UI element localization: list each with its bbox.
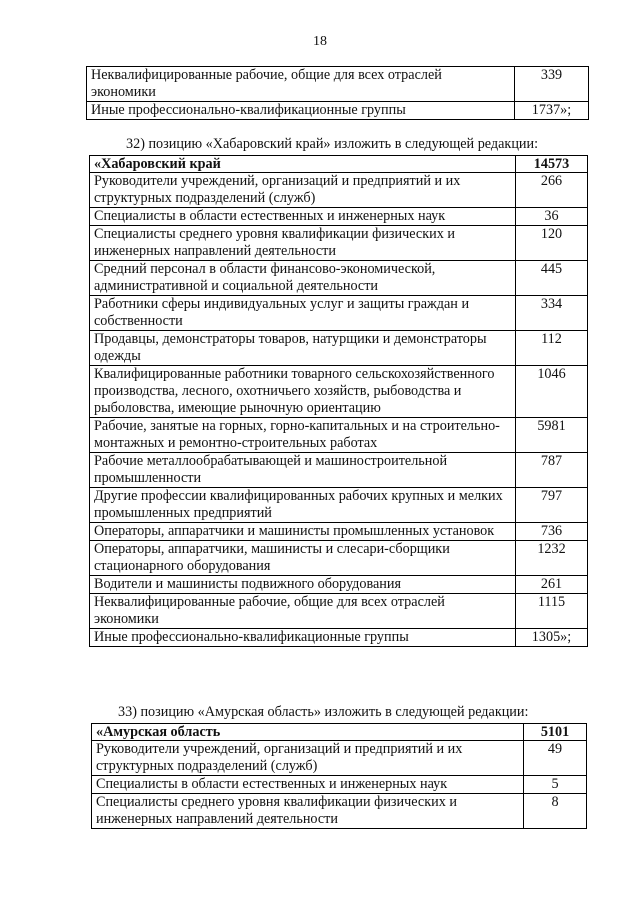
region-total: 14573 xyxy=(516,156,588,173)
section-33-heading: 33) позицию «Амурская область» изложить в следующей редакции: xyxy=(118,704,529,720)
region-name: «Хабаровский край xyxy=(90,156,516,173)
row-value: 8 xyxy=(524,794,587,829)
row-value: 5981 xyxy=(516,418,588,453)
row-label: Работники сферы индивидуальных услуг и защиты граждан и собственности xyxy=(90,296,516,331)
table-khabarovsk xyxy=(89,155,588,647)
row-value: 49 xyxy=(524,741,587,776)
table-top-continuation xyxy=(86,66,589,120)
row-label: Операторы, аппаратчики и машинисты промышленных установок xyxy=(90,523,516,541)
row-value: 1737»; xyxy=(515,102,589,120)
table-row xyxy=(87,102,589,120)
row-value: 736 xyxy=(516,523,588,541)
row-label: Руководители учреждений, организаций и предприятий и их структурных подразделений (служб) xyxy=(92,741,524,776)
row-label: Специалисты среднего уровня квалификации физических и инженерных направлений деятельности xyxy=(92,794,524,829)
row-label: Операторы, аппаратчики, машинисты и слесари-сборщики стационарного оборудования xyxy=(90,541,516,576)
row-label: Средний персонал в области финансово-экономической, административной и социальной деятельности xyxy=(90,261,516,296)
table-row xyxy=(90,488,588,523)
table-row xyxy=(90,208,588,226)
row-value: 120 xyxy=(516,226,588,261)
table-header-row xyxy=(92,724,587,741)
row-value: 5 xyxy=(524,776,587,794)
table-row xyxy=(90,296,588,331)
row-label: Руководители учреждений, организаций и предприятий и их структурных подразделений (служб) xyxy=(90,173,516,208)
row-label: Рабочие, занятые на горных, горно-капитальных и на строительно-монтажных и ремонтно-строительных работах xyxy=(90,418,516,453)
row-value: 1232 xyxy=(516,541,588,576)
row-value: 112 xyxy=(516,331,588,366)
table-row xyxy=(90,541,588,576)
region-total: 5101 xyxy=(524,724,587,741)
table-row xyxy=(90,576,588,594)
row-label: Иные профессионально-квалификационные группы xyxy=(87,102,515,120)
row-value: 261 xyxy=(516,576,588,594)
table-row xyxy=(90,523,588,541)
row-value: 36 xyxy=(516,208,588,226)
row-label: Водители и машинисты подвижного оборудования xyxy=(90,576,516,594)
table-row xyxy=(90,629,588,647)
table-row xyxy=(90,418,588,453)
row-value: 334 xyxy=(516,296,588,331)
region-name: «Амурская область xyxy=(92,724,524,741)
table-row xyxy=(90,331,588,366)
row-value: 787 xyxy=(516,453,588,488)
row-label: Неквалифицированные рабочие, общие для всех отраслей экономики xyxy=(90,594,516,629)
row-label: Иные профессионально-квалификационные группы xyxy=(90,629,516,647)
row-label: Специалисты среднего уровня квалификации физических и инженерных направлений деятельности xyxy=(90,226,516,261)
row-value: 1046 xyxy=(516,366,588,418)
table-row xyxy=(92,741,587,776)
table-row xyxy=(90,226,588,261)
row-value: 1115 xyxy=(516,594,588,629)
row-value: 797 xyxy=(516,488,588,523)
page-number: 18 xyxy=(313,34,327,49)
table-row xyxy=(90,453,588,488)
row-value: 266 xyxy=(516,173,588,208)
table-row xyxy=(92,776,587,794)
row-label: Специалисты в области естественных и инженерных наук xyxy=(90,208,516,226)
row-label: Квалифицированные работники товарного сельскохозяйственного производства, лесного, охотничьего хозяйств, рыбоводства и рыболовства, имеющие рыночную ориентацию xyxy=(90,366,516,418)
table-row xyxy=(90,594,588,629)
row-value: 339 xyxy=(515,67,589,102)
row-label: Другие профессии квалифицированных рабочих крупных и мелких промышленных предприятий xyxy=(90,488,516,523)
section-32-heading: 32) позицию «Хабаровский край» изложить в следующей редакции: xyxy=(126,136,539,152)
table-row xyxy=(90,366,588,418)
row-label: Продавцы, демонстраторы товаров, натурщики и демонстраторы одежды xyxy=(90,331,516,366)
table-header-row xyxy=(90,156,588,173)
table-row xyxy=(90,261,588,296)
table-row xyxy=(87,67,589,102)
row-label: Рабочие металлообрабатывающей и машиностроительной промышленности xyxy=(90,453,516,488)
row-value: 1305»; xyxy=(516,629,588,647)
row-value: 445 xyxy=(516,261,588,296)
row-label: Специалисты в области естественных и инженерных наук xyxy=(92,776,524,794)
table-amur xyxy=(91,723,587,829)
row-label: Неквалифицированные рабочие, общие для всех отраслей экономики xyxy=(87,67,515,102)
table-row xyxy=(92,794,587,829)
table-row xyxy=(90,173,588,208)
